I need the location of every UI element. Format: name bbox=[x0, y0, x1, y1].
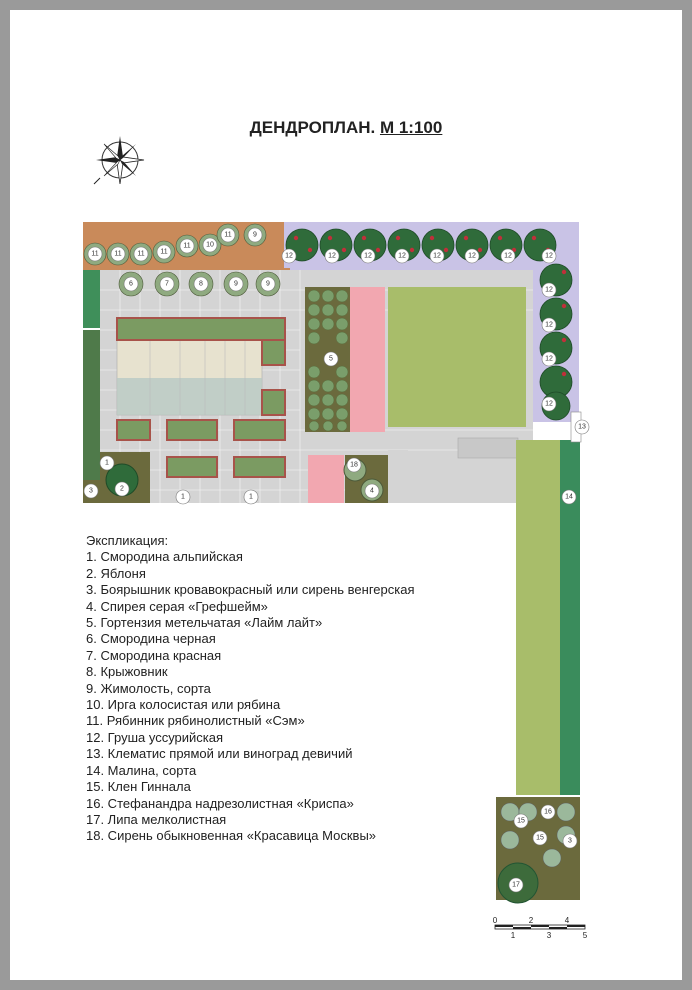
legend-item: 9. Жимолость, сорта bbox=[86, 680, 211, 696]
svg-text:12: 12 bbox=[433, 252, 441, 260]
legend-item: 13. Клематис прямой или виноград девичий bbox=[86, 746, 353, 762]
svg-text:12: 12 bbox=[545, 252, 553, 260]
legend-item: 10. Ирга колосистая или рябина bbox=[86, 697, 281, 713]
plan-scale: М 1:100 bbox=[379, 118, 443, 137]
svg-text:2: 2 bbox=[120, 485, 124, 493]
svg-text:12: 12 bbox=[285, 252, 293, 260]
svg-text:5: 5 bbox=[329, 355, 333, 363]
svg-text:4: 4 bbox=[370, 487, 374, 495]
svg-text:1: 1 bbox=[181, 493, 185, 501]
svg-text:15: 15 bbox=[536, 834, 544, 842]
pink-path bbox=[350, 287, 385, 432]
svg-text:12: 12 bbox=[504, 252, 512, 260]
legend-item: 2. Яблоня bbox=[86, 565, 146, 581]
legend-item: 6. Смородина черная bbox=[86, 631, 216, 647]
svg-text:9: 9 bbox=[266, 280, 270, 288]
svg-text:12: 12 bbox=[398, 252, 406, 260]
svg-text:12: 12 bbox=[328, 252, 336, 260]
scale-tick: 0 bbox=[492, 916, 498, 925]
svg-text:12: 12 bbox=[468, 252, 476, 260]
greenhouse-shade bbox=[117, 378, 262, 415]
scale-tick: 5 bbox=[582, 931, 588, 940]
scale-tick: 2 bbox=[528, 916, 534, 925]
legend-item: 16. Стефанандра надрезолистная «Криспа» bbox=[86, 795, 354, 811]
legend-item: 8. Крыжовник bbox=[86, 664, 168, 680]
legend-item: 1. Смородина альпийская bbox=[86, 549, 243, 565]
svg-text:11: 11 bbox=[183, 242, 191, 250]
legend-item: 17. Липа мелколистная bbox=[86, 811, 227, 827]
svg-text:11: 11 bbox=[114, 250, 122, 258]
svg-text:10: 10 bbox=[206, 241, 214, 249]
paving-stub bbox=[388, 450, 408, 503]
svg-text:9: 9 bbox=[234, 280, 238, 288]
scale-bar bbox=[490, 913, 590, 943]
svg-text:14: 14 bbox=[565, 493, 573, 501]
left-hedge bbox=[83, 330, 100, 503]
plan-title-text: ДЕНДРОПЛАН. bbox=[249, 118, 380, 137]
legend-item: 3. Боярышник кровавокрасный или сирень венгерская bbox=[86, 582, 415, 598]
svg-text:11: 11 bbox=[137, 250, 145, 258]
svg-text:12: 12 bbox=[364, 252, 372, 260]
lawn bbox=[388, 287, 526, 427]
svg-text:7: 7 bbox=[165, 280, 169, 288]
svg-text:11: 11 bbox=[91, 250, 99, 258]
svg-text:9: 9 bbox=[253, 231, 257, 239]
legend-heading: Экспликация: bbox=[86, 533, 169, 548]
svg-text:17: 17 bbox=[512, 881, 520, 889]
svg-text:13: 13 bbox=[578, 423, 586, 431]
svg-text:11: 11 bbox=[224, 231, 232, 239]
svg-text:15: 15 bbox=[517, 817, 525, 825]
svg-text:12: 12 bbox=[545, 321, 553, 329]
svg-text:12: 12 bbox=[545, 286, 553, 294]
lawn-strip bbox=[516, 440, 560, 795]
scale-tick: 4 bbox=[564, 916, 570, 925]
svg-text:16: 16 bbox=[544, 808, 552, 816]
svg-text:1: 1 bbox=[105, 459, 109, 467]
steps bbox=[458, 438, 518, 458]
svg-text:8: 8 bbox=[199, 280, 203, 288]
svg-text:1: 1 bbox=[249, 493, 253, 501]
scale-tick: 1 bbox=[510, 931, 516, 940]
legend-item: 14. Малина, сорта bbox=[86, 762, 197, 778]
pink-path-lower bbox=[308, 455, 344, 503]
left-green-strip bbox=[83, 270, 100, 328]
legend-item: 4. Спирея серая «Грефшейм» bbox=[86, 598, 268, 614]
legend-item: 11. Рябинник рябинолистный «Сэм» bbox=[86, 713, 305, 729]
legend-item: 15. Клен Гиннала bbox=[86, 779, 191, 795]
legend-item: 5. Гортензия метельчатая «Лайм лайт» bbox=[86, 615, 323, 631]
svg-text:18: 18 bbox=[350, 461, 358, 469]
svg-text:3: 3 bbox=[568, 837, 572, 845]
legend-item: 7. Смородина красная bbox=[86, 647, 222, 663]
legend-item: 18. Сирень обыкновенная «Красавица Москвы» bbox=[86, 828, 377, 844]
svg-text:11: 11 bbox=[160, 248, 168, 256]
svg-text:6: 6 bbox=[129, 280, 133, 288]
legend-item: 12. Груша уссурийская bbox=[86, 729, 224, 745]
svg-text:12: 12 bbox=[545, 355, 553, 363]
svg-text:12: 12 bbox=[545, 400, 553, 408]
legend bbox=[86, 533, 415, 845]
svg-text:3: 3 bbox=[89, 487, 93, 495]
scale-tick: 3 bbox=[546, 931, 552, 940]
